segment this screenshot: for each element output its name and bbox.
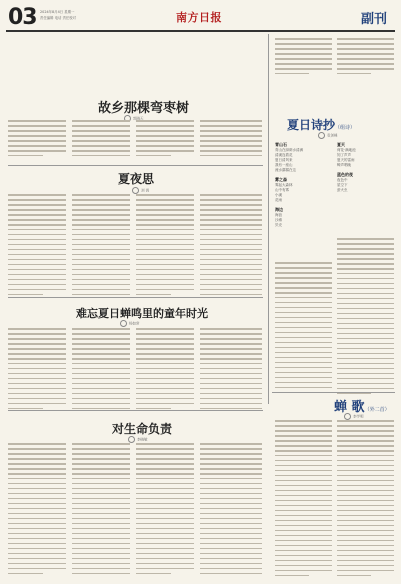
article-text <box>200 443 262 578</box>
poem-section-title: 蓝色的夜 <box>337 172 353 177</box>
section-rule <box>272 392 395 393</box>
poem-section <box>275 142 332 228</box>
poem-intro-text <box>275 38 332 78</box>
ornament-icon <box>318 132 325 139</box>
poem-line: 沙滩 <box>275 218 282 222</box>
poem-section-title: 雾之森 <box>275 177 287 182</box>
poem-line: 星空下 <box>337 183 348 187</box>
poem-section-title: 海边 <box>275 207 283 212</box>
poem-line: 清溪连着花 <box>275 153 293 157</box>
section-rule <box>8 297 263 298</box>
article-text <box>72 443 130 578</box>
ornament-icon <box>128 436 135 443</box>
poem-section-title: 夏天 <box>337 142 345 147</box>
poem-line: 萤火虫 <box>337 188 348 192</box>
masthead: 南方日报 <box>176 11 222 24</box>
poem-line: 夏日清风来 <box>275 158 293 162</box>
page-number: 03 <box>8 5 37 30</box>
poem-line: 小溪 <box>275 193 282 197</box>
byline: 杨如常 <box>120 320 140 327</box>
section-rule <box>8 165 263 166</box>
article-text <box>136 328 194 413</box>
poem-line: 我有一座山 <box>275 163 293 167</box>
ornament-icon <box>120 320 127 327</box>
article-title: 夏夜思 <box>118 172 155 186</box>
poem-line: 青山在绿荫水清满 <box>275 148 303 152</box>
section-name: 副刊 <box>361 12 388 27</box>
poem-line: 流水潺潺在这 <box>275 168 296 172</box>
byline: 郭晓天 <box>124 115 144 122</box>
poem-line: 海浪 <box>275 213 282 217</box>
poem-section <box>337 142 394 193</box>
ornament-icon <box>132 187 139 194</box>
article-text <box>8 328 66 413</box>
article-text <box>200 194 262 299</box>
column-divider <box>268 34 269 404</box>
article-title: 对生命负责 <box>112 422 173 436</box>
article-text <box>72 120 130 160</box>
poem-line: 贝壳 <box>275 223 282 227</box>
article-title: 难忘夏日蝉鸣里的童年时光 <box>76 307 208 320</box>
byline: 刘 鸿 <box>132 187 149 194</box>
article-text <box>136 443 194 578</box>
edition-line: 责任编辑 电话 责任校对 <box>40 16 77 20</box>
poem-line: 知了声声 <box>337 153 351 157</box>
poem-line: 夜色中 <box>337 178 348 182</box>
article-text <box>8 120 66 160</box>
date-line: 2024年8月4日 星期一 <box>40 10 75 14</box>
poem-text <box>337 238 394 398</box>
article-text <box>72 194 130 299</box>
article-title: 故乡那棵弯枣树 <box>98 101 190 116</box>
section-rule <box>8 410 263 411</box>
poem-line: 雾起大森林 <box>275 183 293 187</box>
poem-intro-text <box>337 38 394 78</box>
poem-text <box>337 420 394 580</box>
ornament-icon <box>344 413 351 420</box>
article-text <box>8 443 66 578</box>
article-text <box>200 328 262 413</box>
article-text <box>8 194 66 299</box>
header-rule <box>6 30 395 32</box>
poem-line: 荷花·满地池 <box>337 148 356 152</box>
byline: 李学明 <box>344 413 364 420</box>
poem-line: 蝉声唱晚 <box>337 163 351 167</box>
poem-text <box>275 262 332 397</box>
poem-title: 蝉 歌（外二首） <box>334 400 390 415</box>
poem-line: 夏天的雷雨 <box>337 158 355 162</box>
article-text <box>136 120 194 160</box>
article-text <box>136 194 194 299</box>
article-text <box>72 328 130 413</box>
poem-title: 夏日诗抄（组诗） <box>287 118 356 132</box>
article-text <box>200 120 262 160</box>
byline: 李晓敏 <box>128 436 148 443</box>
poem-line: 花雨 <box>275 198 282 202</box>
byline: 袁剑峰 <box>318 132 338 139</box>
poem-line: 山中有雾 <box>275 188 289 192</box>
poem-section-title: 青山石 <box>275 142 287 147</box>
poem-text <box>275 420 332 580</box>
